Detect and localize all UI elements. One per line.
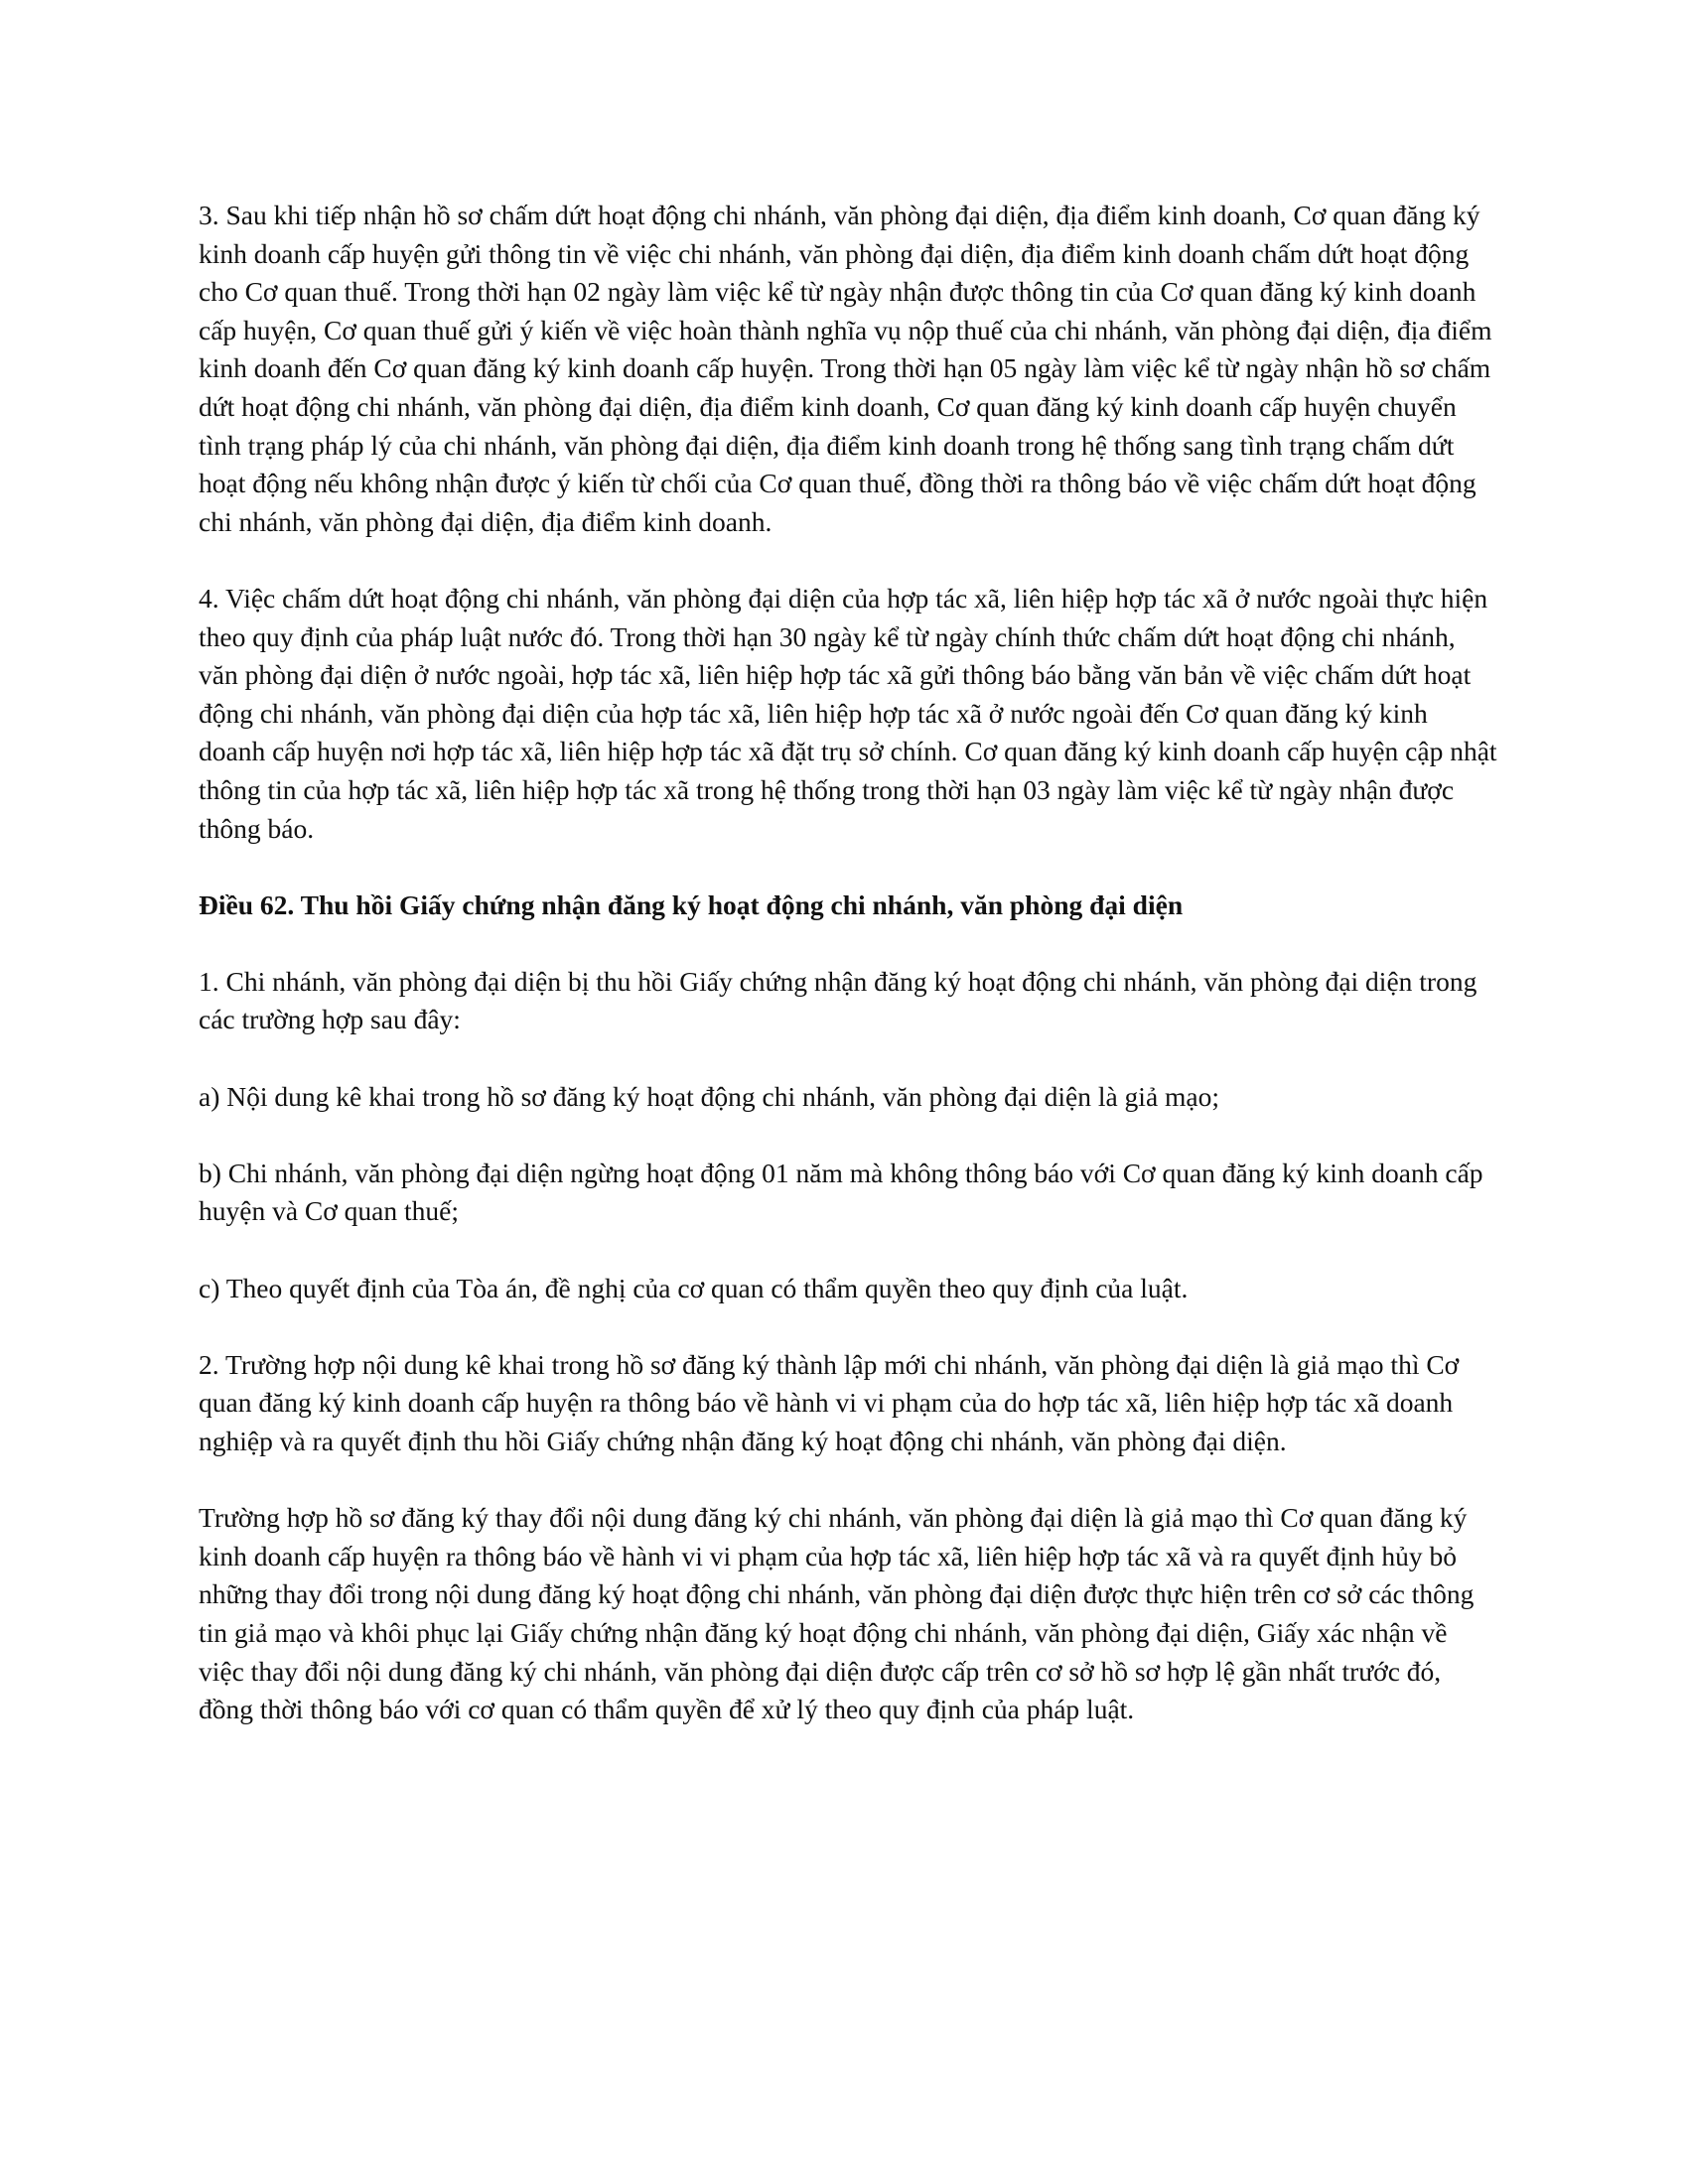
item-2-continuation: Trường hợp hồ sơ đăng ký thay đổi nội dung đăng ký chi nhánh, văn phòng đại diện là giả mạo thì Cơ quan đăng ký kinh doanh cấp huyện ra thông báo về hành vi vi phạm của hợp tác xã, liên hiệp hợp tác xã và ra quyết định hủy bỏ những thay đổi trong nội dung đăng ký hoạt động chi nhánh, văn phòng đại diện được thực hiện trên cơ sở các thông tin giả mạo và khôi phục lại Giấy chứng nhận đăng ký hoạt động chi nhánh, văn phòng đại diện, Giấy xác nhận về việc thay đổi nội dung đăng ký chi nhánh, văn phòng đại diện được cấp trên cơ sở hồ sơ hợp lệ gần nhất trước đó, đồng thời thông báo với cơ quan có thẩm quyền để xử lý theo quy định của pháp luật. — [199, 1502, 1475, 1725]
document-body — [199, 197, 1499, 1767]
paragraph-4: 4. Việc chấm dứt hoạt động chi nhánh, văn phòng đại diện của hợp tác xã, liên hiệp hợp tác xã ở nước ngoài thực hiện theo quy định của pháp luật nước đó. Trong thời hạn 30 ngày kể từ ngày chính thức chấm dứt hoạt động chi nhánh, văn phòng đại diện ở nước ngoài, hợp tác xã, liên hiệp hợp tác xã gửi thông báo bằng văn bản về việc chấm dứt hoạt động chi nhánh, văn phòng đại diện của hợp tác xã, liên hiệp hợp tác xã ở nước ngoài đến Cơ quan đăng ký kinh doanh cấp huyện nơi hợp tác xã, liên hiệp hợp tác xã đặt trụ sở chính. Cơ quan đăng ký kinh doanh cấp huyện cập nhật thông tin của hợp tác xã, liên hiệp hợp tác xã trong hệ thống trong thời hạn 03 ngày làm việc kể từ ngày nhận được thông báo. — [199, 582, 1497, 844]
article-heading: Điều 62. Thu hồi Giấy chứng nhận đăng ký hoạt động chi nhánh, văn phòng đại diện — [199, 888, 1184, 920]
item-1: 1. Chi nhánh, văn phòng đại diện bị thu hồi Giấy chứng nhận đăng ký hoạt động chi nhánh, văn phòng đại diện trong các trường hợp sau đây: — [199, 965, 1477, 1035]
item-1c: c) Theo quyết định của Tòa án, đề nghị của cơ quan có thẩm quyền theo quy định của luật. — [199, 1272, 1189, 1303]
item-2: 2. Trường hợp nội dung kê khai trong hồ sơ đăng ký thành lập mới chi nhánh, văn phòng đại diện là giả mạo thì Cơ quan đăng ký kinh doanh cấp huyện ra thông báo về hành vi vi phạm của do hợp tác xã, liên hiệp hợp tác xã doanh nghiệp và ra quyết định thu hồi Giấy chứng nhận đăng ký hoạt động chi nhánh, văn phòng đại diện. — [199, 1348, 1460, 1456]
paragraph-3: 3. Sau khi tiếp nhận hồ sơ chấm dứt hoạt động chi nhánh, văn phòng đại diện, địa điểm kinh doanh, Cơ quan đăng ký kinh doanh cấp huyện gửi thông tin về việc chi nhánh, văn phòng đại diện, địa điểm kinh doanh chấm dứt hoạt động cho Cơ quan thuế. Trong thời hạn 02 ngày làm việc kể từ ngày nhận được thông tin của Cơ quan đăng ký kinh doanh cấp huyện, Cơ quan thuế gửi ý kiến về việc hoàn thành nghĩa vụ nộp thuế của chi nhánh, văn phòng đại diện, địa điểm kinh doanh đến Cơ quan đăng ký kinh doanh cấp huyện. Trong thời hạn 05 ngày làm việc kể từ ngày nhận hồ sơ chấm dứt hoạt động chi nhánh, văn phòng đại diện, địa điểm kinh doanh, Cơ quan đăng ký kinh doanh cấp huyện chuyển tình trạng pháp lý của chi nhánh, văn phòng đại diện, địa điểm kinh doanh trong hệ thống sang tình trạng chấm dứt hoạt động nếu không nhận được ý kiến từ chối của Cơ quan thuế, đồng thời ra thông báo về việc chấm dứt hoạt động chi nhánh, văn phòng đại diện, địa điểm kinh doanh. — [199, 200, 1492, 537]
item-1a: a) Nội dung kê khai trong hồ sơ đăng ký hoạt động chi nhánh, văn phòng đại diện là giả mạo; — [199, 1080, 1220, 1112]
item-1b: b) Chi nhánh, văn phòng đại diện ngừng hoạt động 01 năm mà không thông báo với Cơ quan đăng ký kinh doanh cấp huyện và Cơ quan thuế; — [199, 1157, 1483, 1227]
